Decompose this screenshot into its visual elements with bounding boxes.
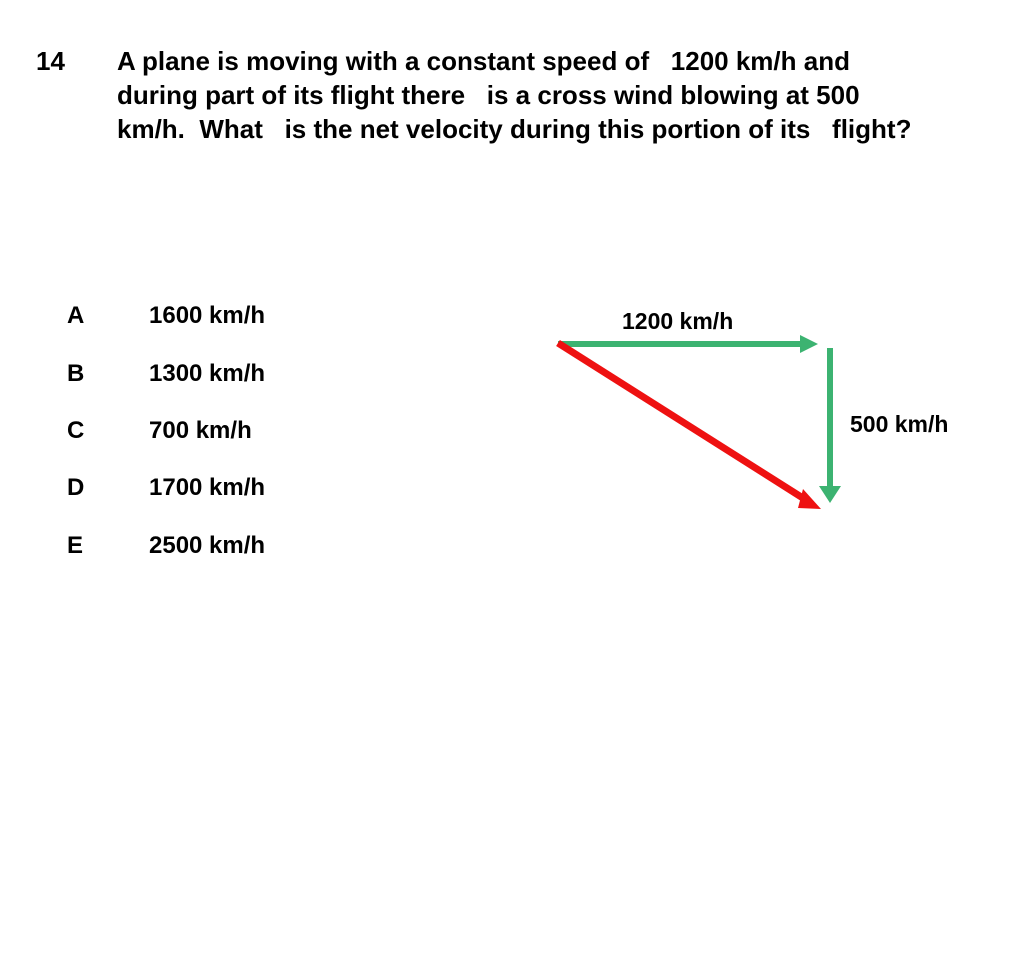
choice-value: 2500 km/h <box>149 532 266 559</box>
horizontal-vector-head <box>800 335 818 353</box>
choice-value: 1300 km/h <box>149 360 266 387</box>
resultant-vector-shaft <box>558 343 806 500</box>
resultant-vector-arrow <box>558 343 821 509</box>
resultant-vector-head <box>798 489 821 509</box>
question-line-1: A plane is moving with a constant speed of 1200 km/h and <box>117 46 850 76</box>
vertical-vector-head <box>819 486 841 503</box>
question-line-2: during part of its flight there is a cross wind blowing at 500 <box>117 80 860 110</box>
horizontal-vector-arrow <box>558 335 818 353</box>
choice-letter: B <box>67 360 85 387</box>
question-number: 14 <box>36 46 65 76</box>
choice-letter: E <box>67 532 84 559</box>
choice-value: 1700 km/h <box>149 474 266 501</box>
choice-letter: D <box>67 474 85 501</box>
choice-letter: C <box>67 417 85 444</box>
horizontal-vector-label: 1200 km/h <box>622 308 734 334</box>
vertical-vector-label: 500 km/h <box>850 411 949 437</box>
choice-value: 1600 km/h <box>149 302 266 329</box>
choice-value: 700 km/h <box>149 417 252 444</box>
choice-letter: A <box>67 302 85 329</box>
question-line-3: km/h. What is the net velocity during this portion of its flight? <box>117 114 912 144</box>
vertical-vector-arrow <box>819 348 841 503</box>
